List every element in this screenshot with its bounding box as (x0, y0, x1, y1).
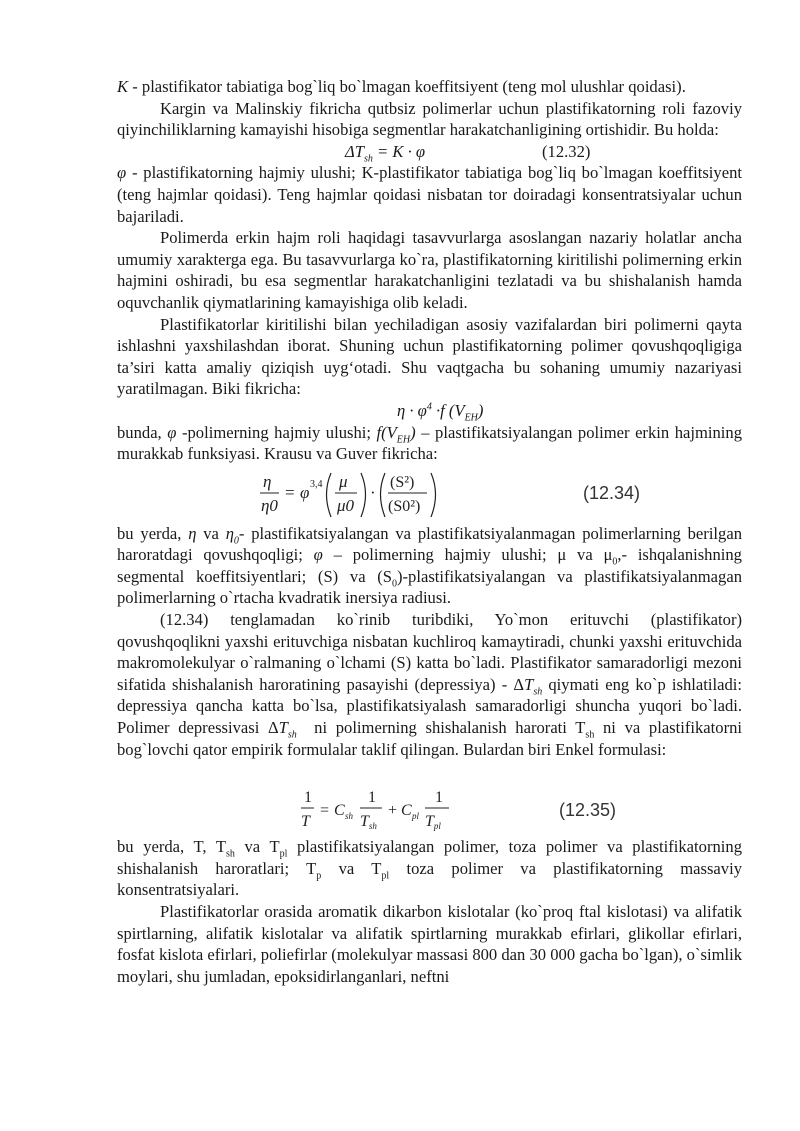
document-page (117, 76, 742, 987)
equation-12-32-number: (12.32) (542, 141, 591, 161)
equation-12-32-expression: $\Delta T_{sh} = K \cdot \varphi$ (345, 141, 426, 165)
paragraph-8: (12.34) tenglamadan ko`rinib turibdiki, Yo`mon erituvchi (plastifikator) qovushqoqlikni yaxshi erituvchiga nisbatan kuchliroq kamaytiradi, chunki yaxshi erituvchida makromolekulyar o`ralmaning o`lchami (S) katta bo`ladi. Plastifikator samaradorligi mezoni sifatida shishalanish haroratining pasayishi (depressiya) - $\Delta T_{sh}$ qiymati eng ko`p ishlatiladi: depressiya qancha katta bo`lsa, plastifikatsiyalash samaradorligi shuncha yuqori bo`ladi. Polimer depressivasi $\Delta T_{sh}$ ni polimerning shishalanish harorati $T_{sh}$ ni va plastifikatorni bog`lovchi qator empirik formulalar taklif qilingan. Bulardan biri Enkel formulasi: (117, 610, 742, 759)
equation-12-34 (117, 465, 742, 523)
eq35-one-b: 1 (435, 789, 443, 807)
paragraph-6: bunda, φ -polimerning hajmiy ulushi; $f(V_{EH})$ – plastifikatsiyalangan polimer erkin hajmining murakkab funksiyasi. Krausu va Guver fikricha: (117, 422, 742, 464)
paragraph-1: K - plastifikator tabiatiga bog`liq bo`lmagan koeffitsiyent (teng mol ulushlar qoidasi). (117, 77, 686, 96)
eq34-eta0: η0 (261, 495, 278, 515)
paragraph-3: φ - plastifikatorning hajmiy ulushi; K-plastifikator tabiatiga bog`liq bo`lmagan koeffitsiyent (teng hajmlar qoidasi). Teng hajmlar qoidasi nisbatan tor doiradagi konsentratsiyalar uchun bajariladi. (117, 163, 742, 226)
equation-biki-expression: $\eta \cdot \varphi^4 \cdot f$ $(V_{EH})$ (397, 400, 484, 424)
svg-text:·: · (370, 482, 376, 502)
eq34-eta: η (263, 471, 272, 491)
eq35-C-sh: C (334, 802, 345, 820)
eq35-C-pl: C (401, 802, 412, 820)
paragraph-5: Plastifikatorlar kiritilishi bilan yechiladigan asosiy vazifalardan biri polimerni qayta ishlashni yaxshilashdan iborat. Shuning uchun plastifikatorning polimer qovushqoqligiga ta’siri katta amaliy qiziqish uyg‘otadi. Shu vaqtgacha bu sohaning umumiy nazariyasi yaratilmagan. Biki fikricha: (117, 314, 742, 399)
svg-text:=: = (285, 482, 295, 502)
eq34-phi-exponent: 3,4 (310, 478, 323, 490)
eq35-Tsh: Tsh (360, 813, 377, 832)
paragraph-9: bu yerda, T, $T_{sh}$ va $T_{pl}$ plastifikatsiyalangan polimer, toza polimer va plastifikatorning shishalanish haroratlari; $T_p$ va $T_{pl}$ toza polimer va plastifikatorning massaviy konsentratsiyalari. (117, 837, 743, 900)
eq35-lhs-T: T (301, 813, 310, 831)
eq34-s02: (S0²) (388, 497, 421, 515)
eq35-C-sh-sub: sh (345, 811, 354, 822)
equation-12-35 (117, 760, 742, 836)
eq35-C-pl-sub: pl (412, 811, 420, 822)
eq34-phi: φ (300, 482, 310, 502)
eq34-mu: μ (339, 471, 348, 491)
eq34-s2: (S²) (390, 473, 415, 491)
equation-12-35-formula (117, 760, 742, 836)
eq34-mu0: μ0 (337, 495, 355, 515)
paragraph-2: Kargin va Malinskiy fikricha qutbsiz polimerlar uchun plastifikatorning roli fazoviy qiyinchiliklarning kamayishi hisobiga segmentlar harakatchanligining ortishidir. Bu holda: (117, 98, 742, 140)
equation-12-34-number: (12.34) (583, 482, 641, 503)
paragraph-10: Plastifikatorlar orasida aromatik dikarbon kislotalar (ko`proq ftal kislotasi) va alifatik spirtlarning, alifatik kislotalar va alifatik spirtlarning murakkab efirlari, glikollar efirlari, fosfat kislota efirlari, poliefirlar (molekulyar massasi 800 dan 30 000 gacha bo`lgan), o`simlik moylari, shu jumladan, epoksidirlanganlari, neftni (117, 902, 742, 986)
equation-12-35-number: (12.35) (559, 800, 617, 821)
eq35-lhs-one: 1 (304, 789, 312, 807)
eq35-equals: = (320, 802, 330, 820)
eq35-plus: + (388, 802, 398, 820)
eq35-one-a: 1 (368, 789, 376, 807)
paragraph-4: Polimerda erkin hajm roli haqidagi tasavvurlarga asoslangan nazariy holatlar ancha umumiy xarakterga ega. Bu tasavvurlarga ko`ra, plastifikatorning kiritilishi polimerning erkin hajmini oshiradi, bu esa segmentlar harakatchanligini tezlatadi va bu shishalanish hamda oquvchanlik qiymatlarining kamayishiga olib keladi. (117, 228, 742, 312)
paragraph-7: bu yerda, η va $\eta_0-$ plastifikatsiyalangan va plastifikatsiyalanmagan polimerlarning berilgan haroratdagi qovushqoqligi; φ – polimerning hajmiy ulushi; μ va $\mu_0,-$ ishqalanishning segmental koeffitsiyentlari; (S) va $(S_0)$-plastifikatsiyalangan va plastifikatsiyalanmagan polimerlarning o`rtacha kvadratik inersiya radiusi. (117, 523, 742, 608)
eq35-Tpl: Tpl (425, 813, 441, 832)
equation-biki (117, 400, 742, 422)
equation-12-32 (117, 141, 742, 163)
equation-12-34-formula (117, 465, 742, 523)
